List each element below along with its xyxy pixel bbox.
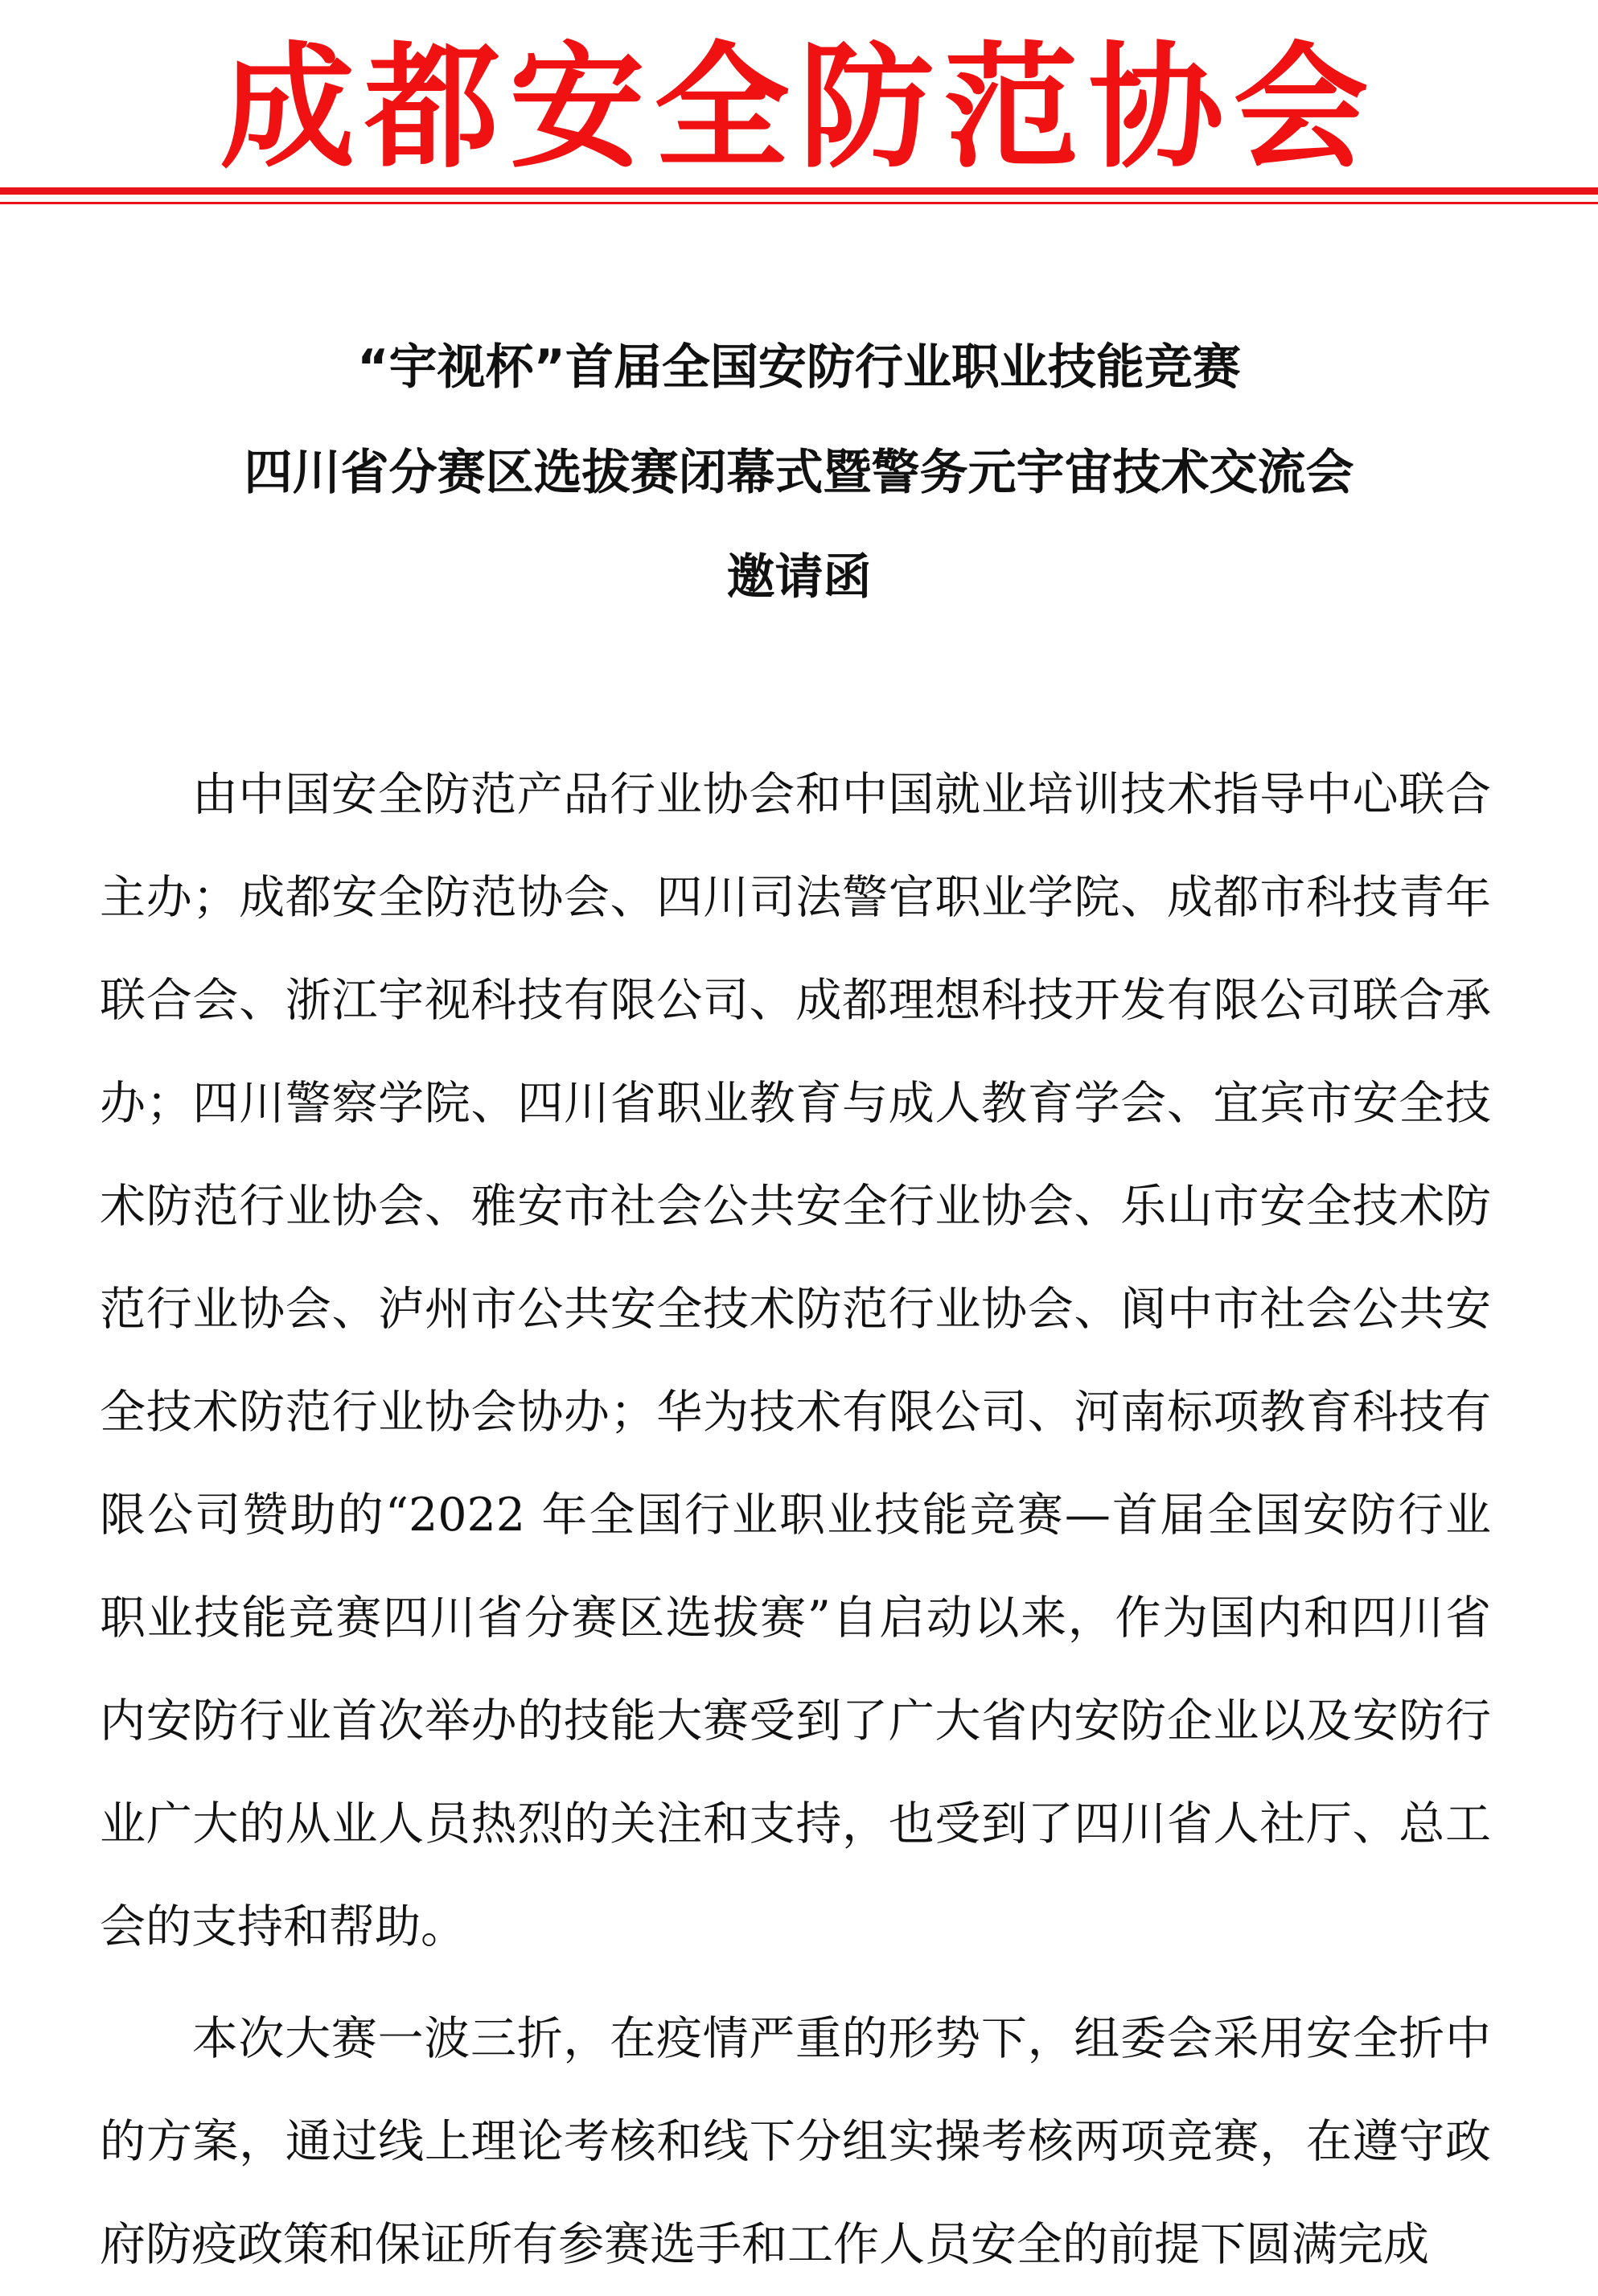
body-paragraph-1 <box>100 743 1491 1978</box>
body-paragraph-2-text: 本次大赛一波三折，在疫情严重的形势下，组委会采用安全折中的方案，通过线上理论考核和线下分组实操考核两项竞赛，在遵守政府防疫政策和保证所有参赛选手和工作人员安全的前提下圆满完成 <box>100 2012 1491 2271</box>
document-title-line-1: “宇视杯”首届全国安防行业职业技能竞赛 <box>357 339 1241 396</box>
document-title-line-3: 邀请函 <box>726 549 872 606</box>
letterhead-title: 成都安全防范协会 <box>220 27 1378 187</box>
letterhead-rule-thin <box>0 202 1598 204</box>
body-paragraph-1-text: 由中国安全防范产品行业协会和中国就业培训技术指导中心联合主办；成都安全防范协会、四川司法警官职业学院、成都市科技青年联合会、浙江宇视科技有限公司、成都理想科技开发有限公司联合承办；四川警察学院、四川省职业教育与成人教育学会、宜宾市安全技术防范行业协会、雅安市社会公共安全行业协会、乐山市安全技术防范行业协会、泸州市公共安全技术防范行业协会、阆中市社会公共安全技术防范行业协会协办；华为技术有限公司、河南标项教育科技有限公司赞助的“2022 年全国行业职业技能竞赛—首届全国安防行业职业技能竞赛四川省分赛区选拔赛”自启动以来，作为国内和四川省内安防行业首次举办的技能大赛受到了广大省内安防企业以及安防行业广大的从业人员热烈的关注和支持，也受到了四川省人社厅、总工会的支持和帮助。 <box>100 768 1491 1953</box>
document-title-line-2: 四川省分赛区选拔赛闭幕式暨警务元宇宙技术交流会 <box>244 445 1354 501</box>
letterhead-rule-thick <box>0 187 1598 195</box>
body-paragraph-2 <box>100 1987 1491 2296</box>
